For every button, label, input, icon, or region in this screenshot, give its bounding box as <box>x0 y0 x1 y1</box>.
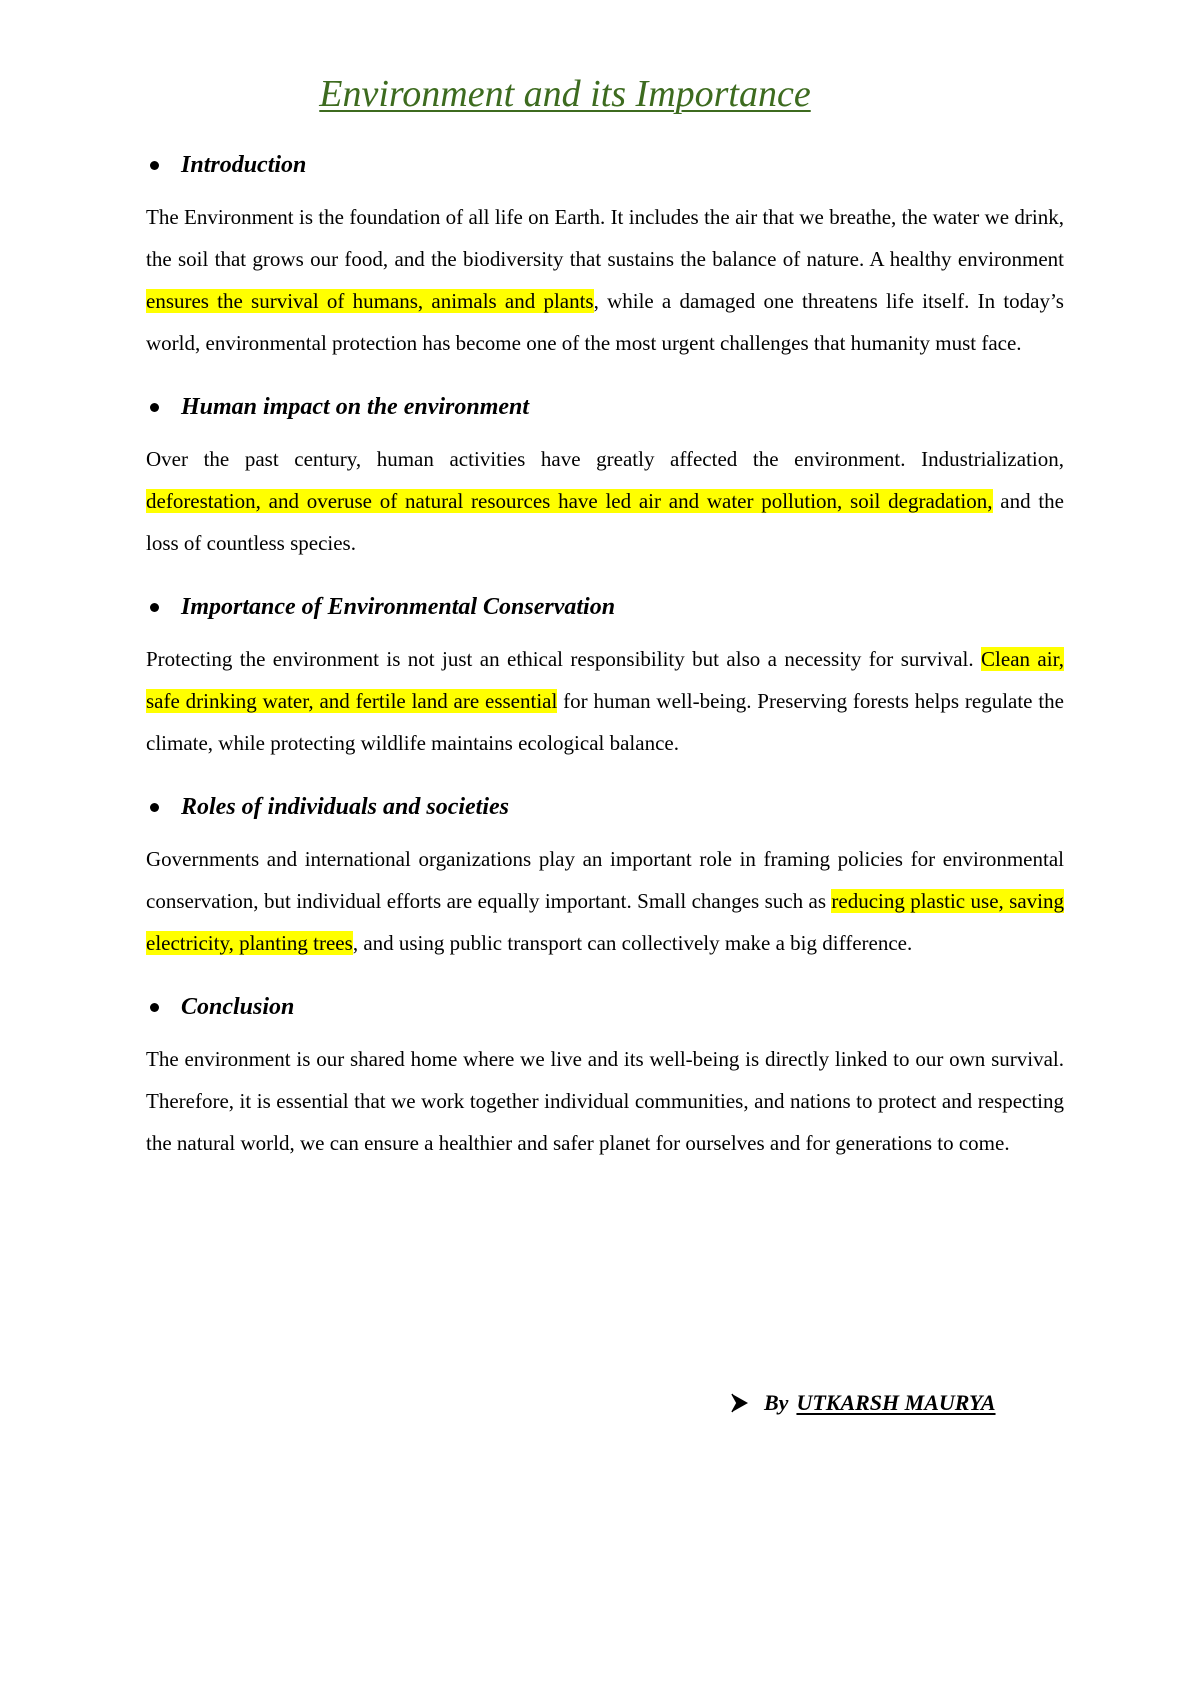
paragraph-text: The Environment is the foundation of all life on Earth. It includes the air that we breathe, the water we drink, the soil that grows our food, and the biodiversity that sustains the balance of nature. A healthy environment <box>146 205 1064 271</box>
byline-prefix: By <box>764 1390 789 1415</box>
paragraph-text: Governments and international organizations play an important role in framing policies for environmental conservation, but individual efforts are equally important. Small changes such as <box>146 847 1064 913</box>
paragraph-roles <box>146 838 1064 964</box>
author-name: UTKARSH MAURYA <box>796 1390 996 1415</box>
paragraph-text: The environment is our shared home where we live and its well-being is directly linked to our own survival. Therefore, it is essential that we work together individual communities, and nations to protect and respecting the natural world, we can ensure a healthier and safer planet for ourselves and for generations to come. <box>146 1047 1064 1155</box>
paragraph-conclusion <box>146 1038 1064 1164</box>
heading-text: Importance of Environmental Conservation <box>181 593 616 620</box>
document-body <box>146 140 1064 1182</box>
bullet-icon <box>150 1003 159 1012</box>
highlighted-text: ensures the survival of humans, animals and plants <box>146 289 594 313</box>
paragraph-text: for human well-being. Preserving forests helps regulate the climate, while protecting wildlife maintains ecological balance. <box>146 689 1064 755</box>
highlighted-text: reducing plastic use, saving electricity, planting trees <box>146 889 1064 955</box>
highlighted-text: deforestation, and overuse of natural resources have led air and water pollution, soil degradation, <box>146 489 993 513</box>
author-byline <box>730 1390 996 1416</box>
paragraph-text: Over the past century, human activities have greatly affected the environment. Industrialization, <box>146 447 1064 471</box>
document-title: Environment and its Importance <box>319 73 811 115</box>
section-heading-human-impact <box>146 382 1064 432</box>
paragraph-text: , and using public transport can collectively make a big difference. <box>352 931 913 955</box>
bullet-icon <box>150 603 159 612</box>
paragraph-human-impact <box>146 438 1064 564</box>
section-heading-roles <box>146 782 1064 832</box>
paragraph-text: Protecting the environment is not just an ethical responsibility but also a necessity for survival. <box>146 647 982 671</box>
paragraph-introduction <box>146 196 1064 364</box>
section-heading-introduction <box>146 140 1064 190</box>
heading-text: Human impact on the environment <box>181 393 530 420</box>
heading-text: Roles of individuals and societies <box>181 793 510 820</box>
paragraph-text: and the loss of countless species. <box>146 489 1064 555</box>
highlighted-text: Clean air, safe drinking water, and fertile land are essential <box>146 647 1064 713</box>
arrow-bullet-icon <box>730 1393 750 1413</box>
section-heading-conservation <box>146 582 1064 632</box>
bullet-icon <box>150 803 159 812</box>
heading-text: Introduction <box>181 151 307 178</box>
paragraph-text: , while a damaged one threatens life itself. In today’s world, environmental protection has become one of the most urgent challenges that humanity must face. <box>146 289 1064 355</box>
bullet-icon <box>150 161 159 170</box>
section-heading-conclusion <box>146 982 1064 1032</box>
heading-text: Conclusion <box>181 993 295 1020</box>
paragraph-conservation <box>146 638 1064 764</box>
bullet-icon <box>150 403 159 412</box>
